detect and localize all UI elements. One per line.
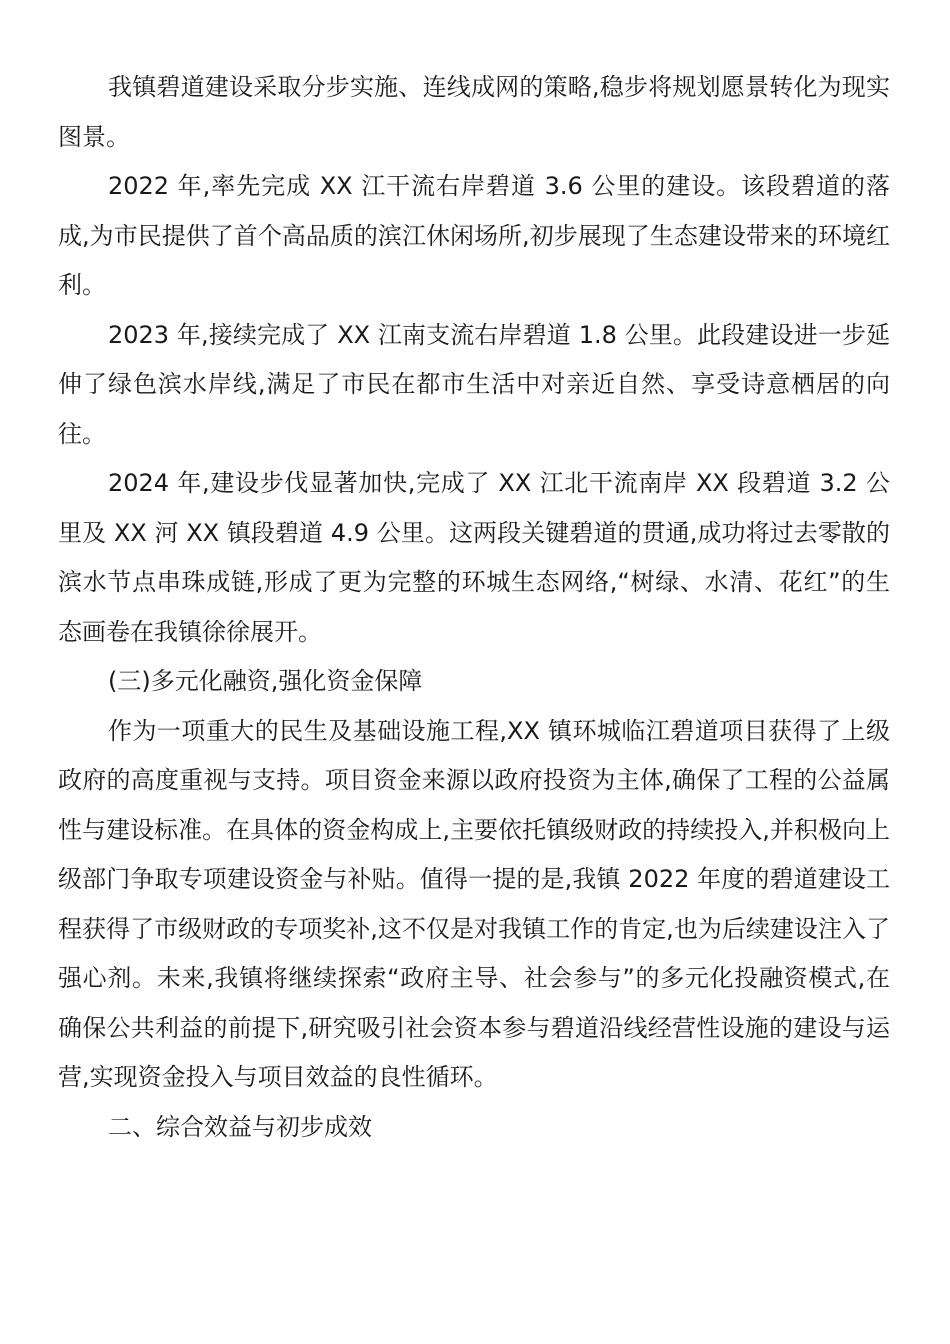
paragraph-2024: 2024 年,建设步伐显著加快,完成了 XX 江北干流南岸 XX 段碧道 3.2 公里及 XX 河 XX 镇段碧道 4.9 公里。这两段关键碧道的贯通,成功将过去零散的滨水节点串珠成链,形成了更为完整的环城生态网络,“树绿、水清、花红”的生态画卷在我镇徐徐展开。 [58,469,890,646]
section-heading-benefits: 二、综合效益与初步成效 [108,1112,372,1141]
paragraph-financing: 作为一项重大的民生及基础设施工程,XX 镇环城临江碧道项目获得了上级政府的高度重视与支持。项目资金来源以政府投资为主体,确保了工程的公益属性与建设标准。在具体的资金构成上,主要依托镇级财政的持续投入,并积极向上级部门争取专项建设资金与补贴。值得一提的是,我镇 2022 年度的碧道建设工程获得了市级财政的专项奖补,这不仅是对我镇工作的肯定,也为后续建设注入了强心剂。未来,我镇将继续探索“政府主导、社会参与”的多元化投融资模式,在确保公共利益的前提下,研究吸引社会资本参与碧道沿线经营性设施的建设与运营,实现资金投入与项目效益的良性循环。 [58,716,890,1091]
paragraph-2022: 2022 年,率先完成 XX 江干流右岸碧道 3.6 公里的建设。该段碧道的落成,为市民提供了首个高品质的滨江休闲场所,初步展现了生态建设带来的环境红利。 [58,172,890,299]
document-body [58,63,890,1152]
paragraph-2023: 2023 年,接续完成了 XX 江南支流右岸碧道 1.8 公里。此段建设进一步延伸了绿色滨水岸线,满足了市民在都市生活中对亲近自然、享受诗意栖居的向往。 [58,320,890,448]
paragraph-strategy: 我镇碧道建设采取分步实施、连线成网的策略,稳步将规划愿景转化为现实图景。 [58,73,890,151]
section-heading-financing: (三)多元化融资,强化资金保障 [108,667,423,695]
